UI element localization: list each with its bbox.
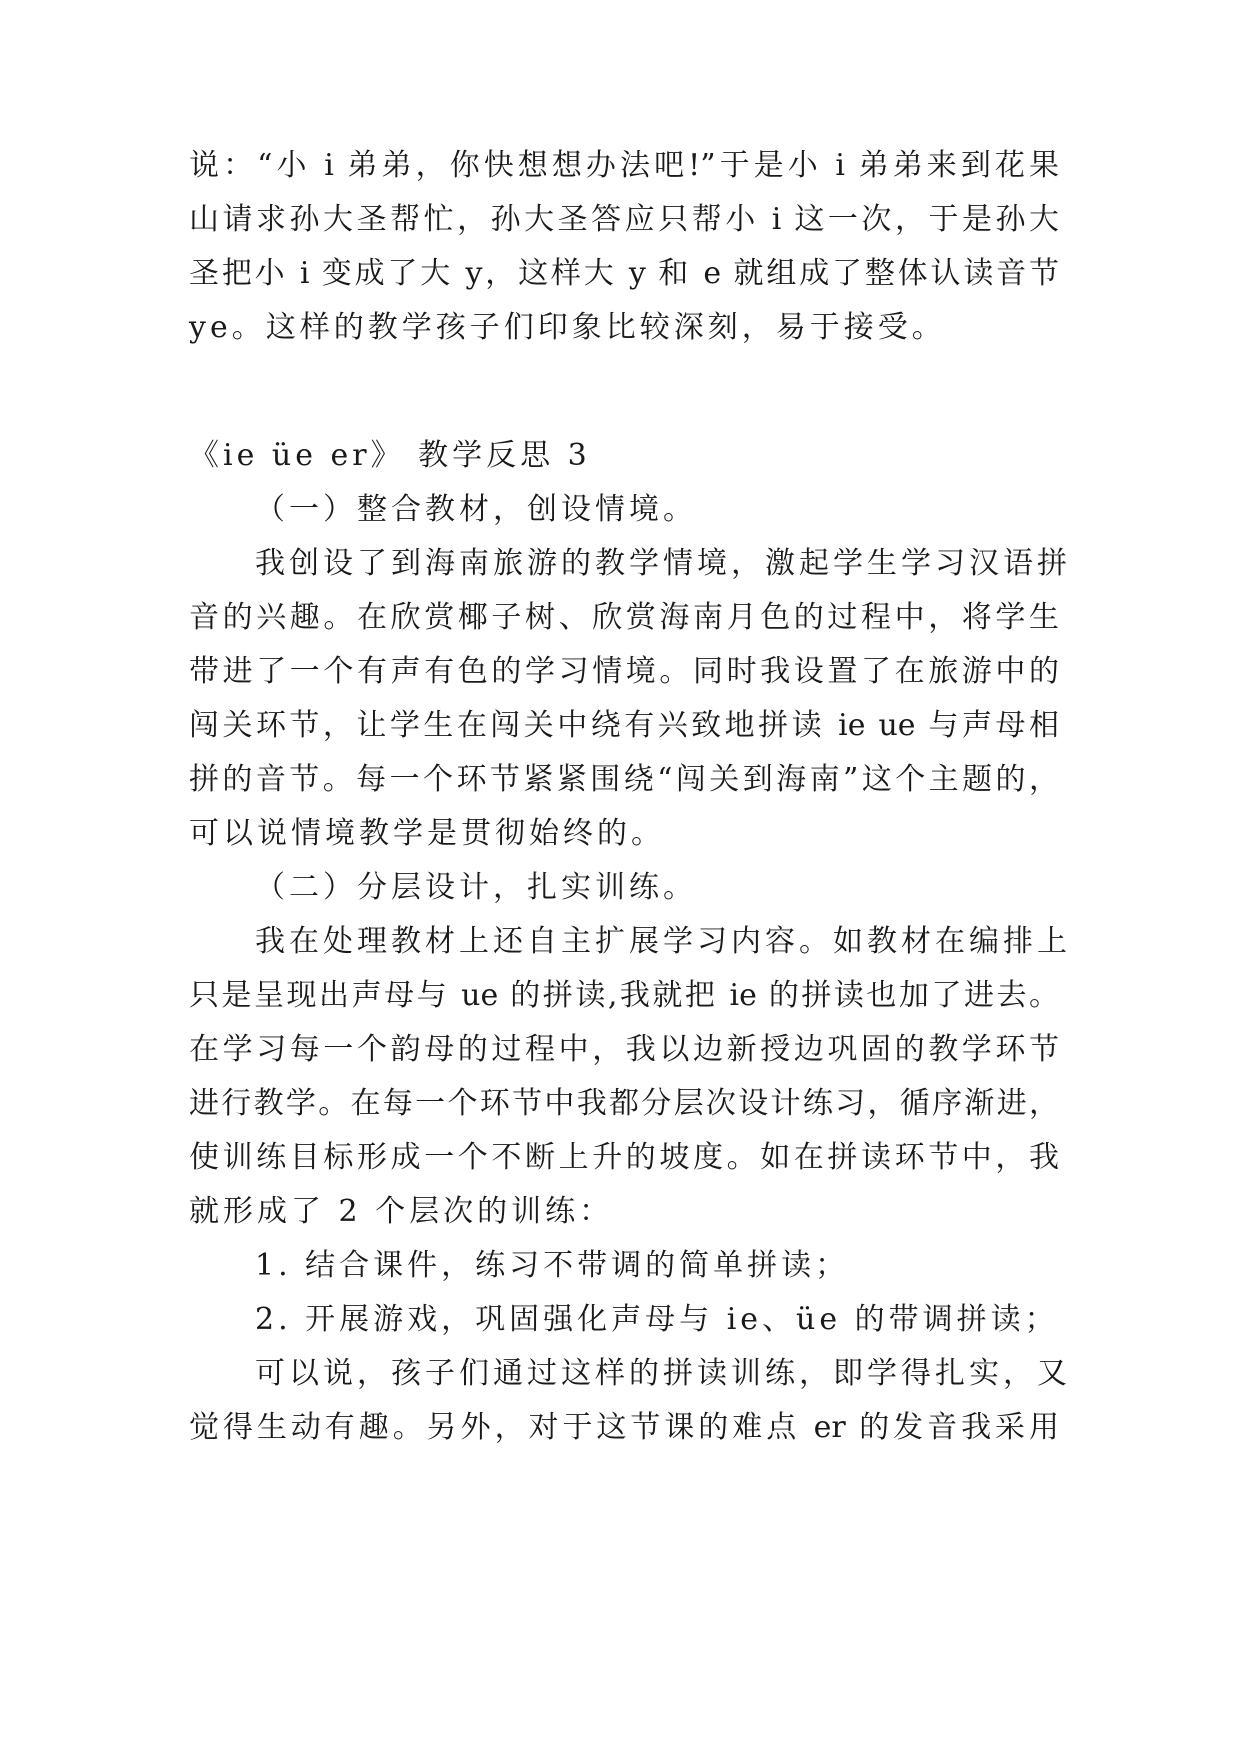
text-line: 圣把小 i 变成了大 y，这样大 y 和 e 就组成了整体认读音节 xyxy=(189,256,1059,291)
text-line: 觉得生动有趣。另外，对于这节课的难点 er 的发音我采用 xyxy=(189,1410,1059,1445)
text-line: 闯关环节，让学生在闯关中绕有兴致地拼读 ie ue 与声母相 xyxy=(189,708,1059,743)
text-line: 说：“小 i 弟弟，你快想想办法吧!”于是小 i 弟弟来到花果 xyxy=(189,148,1059,183)
list-item: 2. 开展游戏，巩固强化声母与 ie、üe 的带调拼读； xyxy=(255,1302,1059,1337)
text-line: 我在处理教材上还自主扩展学习内容。如教材在编排上 xyxy=(255,924,1071,959)
text-line: 音的兴趣。在欣赏椰子树、欣赏海南月色的过程中，将学生 xyxy=(189,600,1059,635)
subsection-heading: （一）整合教材，创设情境。 xyxy=(255,492,697,527)
text-line: 只是呈现出声母与 ue 的拼读,我就把 ie 的拼读也加了进去。 xyxy=(189,978,1059,1013)
text-line: 在学习每一个韵母的过程中，我以边新授边巩固的教学环节 xyxy=(189,1032,1059,1067)
text-line: 我创设了到海南旅游的教学情境，激起学生学习汉语拼 xyxy=(255,546,1071,581)
text-line: 进行教学。在每一个环节中我都分层次设计练习，循序渐进， xyxy=(189,1086,1059,1121)
text-line: 使训练目标形成一个不断上升的坡度。如在拼读环节中，我 xyxy=(189,1140,1059,1175)
subsection-heading: （二）分层设计，扎实训练。 xyxy=(255,870,697,905)
section-heading: 《ie üe er》 教学反思 3 xyxy=(189,438,591,473)
list-item: 1. 结合课件，练习不带调的简单拼读； xyxy=(255,1248,850,1283)
text-line: 带进了一个有声有色的学习情境。同时我设置了在旅游中的 xyxy=(189,654,1059,689)
text-line: 就形成了 2 个层次的训练： xyxy=(189,1194,614,1229)
text-line: 可以说情境教学是贯彻始终的。 xyxy=(189,816,665,851)
text-line: 可以说，孩子们通过这样的拼读训练，即学得扎实，又 xyxy=(255,1356,1071,1391)
text-line: 拼的音节。每一个环节紧紧围绕“闯关到海南”这个主题的， xyxy=(189,762,1059,797)
text-line: ye。这样的教学孩子们印象比较深刻，易于接受。 xyxy=(189,310,946,345)
text-line: 山请求孙大圣帮忙，孙大圣答应只帮小 i 这一次，于是孙大 xyxy=(189,202,1059,237)
